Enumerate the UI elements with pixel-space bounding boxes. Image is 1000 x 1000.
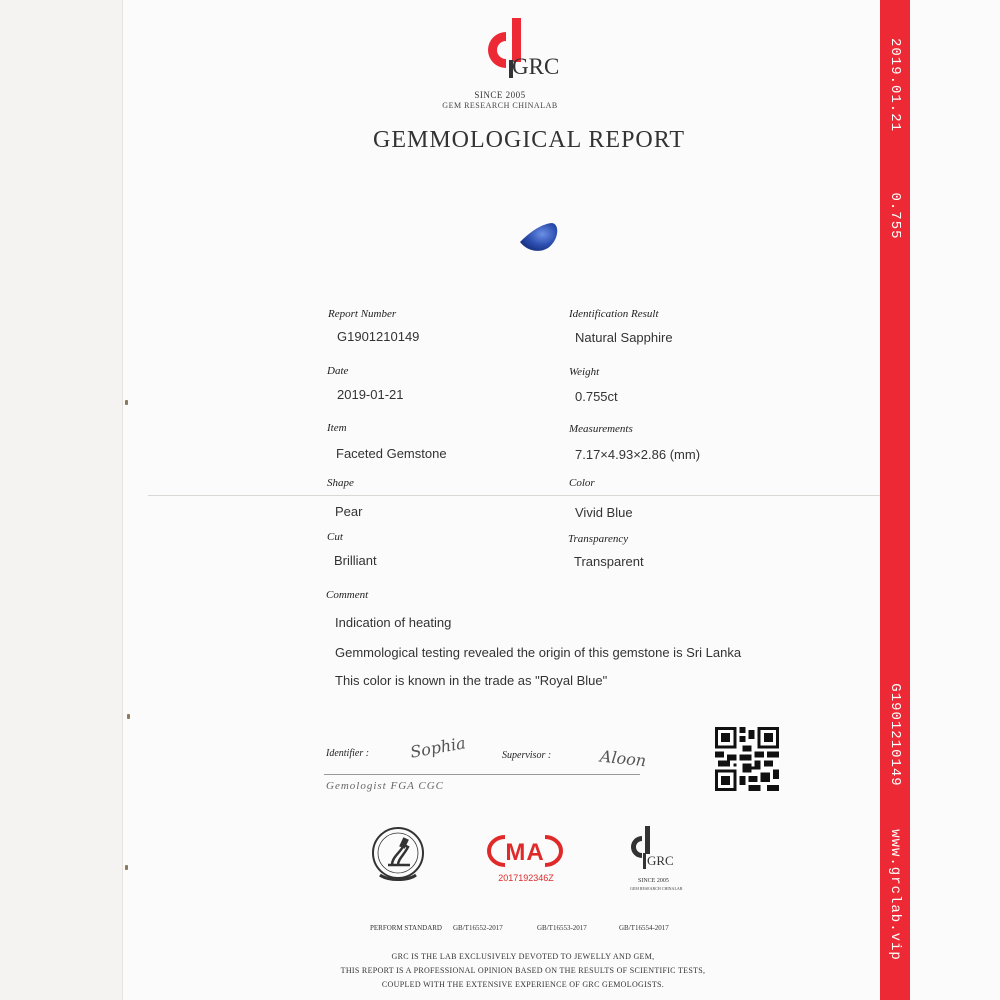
paper-speck [127, 714, 130, 719]
identification-result-label: Identification Result [569, 308, 659, 320]
report-number-value: G1901210149 [337, 329, 420, 344]
weight-value: 0.755ct [575, 389, 618, 404]
transparency-label: Transparency [568, 533, 629, 545]
supervisor-signature: Aloon [599, 746, 648, 771]
cma-mark-text: MA [505, 839, 545, 866]
transparency-value: Transparent [574, 554, 644, 569]
gemologist-credentials: Gemologist FGA CGC [326, 780, 445, 792]
side-bar-website: www.grclab.vip [887, 829, 903, 961]
standard-item: GB/T16552-2017 [453, 924, 503, 932]
identification-result-value: Natural Sapphire [575, 330, 673, 345]
measurements-value: 7.17×4.93×2.86 (mm) [575, 447, 701, 462]
side-bar-report-number: G1901210149 [887, 683, 903, 787]
paper-speck [125, 865, 128, 870]
report-number-label: Report Number [328, 308, 397, 320]
identifier-label: Identifier : [326, 748, 370, 759]
microscope-seal-icon [370, 825, 426, 883]
cert-brand-lab: GEM RESEARCH CHINALAB [630, 886, 683, 891]
item-value: Faceted Gemstone [336, 446, 447, 461]
standard-item: GB/T16554-2017 [619, 924, 669, 932]
footer-line: THIS REPORT IS A PROFESSIONAL OPINION BASED ON THE RESULTS OF SCIENTIFIC TESTS, [340, 966, 706, 975]
footer-line: COUPLED WITH THE EXTENSIVE EXPERIENCE OF GRC GEMOLOGISTS. [381, 980, 665, 989]
fold-line [148, 495, 908, 496]
comment-line: This color is known in the trade as "Royal Blue" [335, 673, 608, 688]
date-value: 2019-01-21 [337, 387, 404, 402]
perform-standard-label: PERFORM STANDARD [370, 924, 442, 932]
brand-since: SINCE 2005 [474, 90, 526, 100]
item-label: Item [327, 422, 347, 434]
comment-label: Comment [326, 589, 369, 601]
color-value: Vivid Blue [575, 505, 633, 520]
color-label: Color [569, 477, 595, 489]
cma-mark-icon [485, 832, 565, 870]
cut-label: Cut [327, 531, 343, 543]
cut-value: Brilliant [334, 553, 377, 568]
qr-code-icon [715, 727, 779, 791]
signature-line [324, 774, 640, 775]
comment-line: Gemmological testing revealed the origin of this gemstone is Sri Lanka [335, 645, 742, 660]
measurements-label: Measurements [569, 423, 633, 435]
shape-label: Shape [327, 477, 354, 489]
cert-brand-name: GRC [647, 853, 674, 868]
shape-value: Pear [335, 504, 363, 519]
comment-line: Indication of heating [335, 615, 452, 630]
identifier-signature: Sophia [408, 733, 468, 762]
cma-code: 2017192346Z [498, 873, 554, 883]
side-bar-date: 2019.01.21 [887, 37, 903, 133]
date-label: Date [327, 365, 349, 377]
report-title: GEMMOLOGICAL REPORT [372, 127, 685, 153]
weight-label: Weight [569, 366, 600, 378]
supervisor-label: Supervisor : [502, 750, 552, 761]
cert-brand-since: SINCE 2005 [638, 878, 669, 884]
brand-name: GRC [512, 54, 560, 79]
footer-line: GRC IS THE LAB EXCLUSIVELY DEVOTED TO JEWELLY AND GEM, [391, 952, 655, 961]
paper-speck [125, 400, 128, 405]
side-bar-weight: 0.755 [887, 192, 903, 240]
brand-lab: GEM RESEARCH CHINALAB [442, 101, 558, 110]
sapphire-gem-image [518, 220, 560, 254]
standard-item: GB/T16553-2017 [537, 924, 587, 932]
